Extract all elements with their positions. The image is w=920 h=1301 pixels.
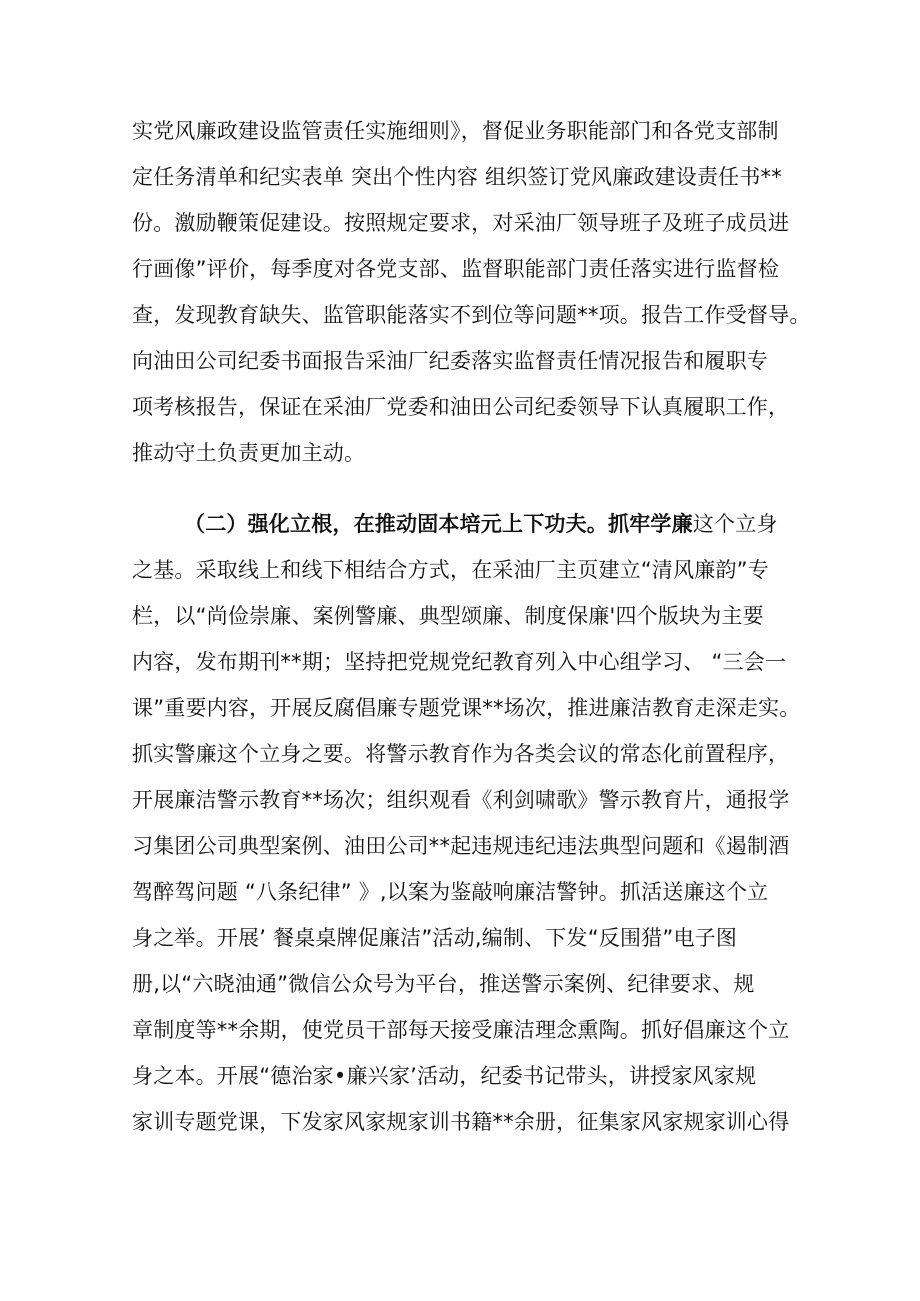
paragraph-1-line-7: 项考核报告，保证在采油厂党委和油田公司纪委领导下认真履职工作， [132,395,790,419]
paragraph-1-line-8: 推动守土负责更加主动。 [132,441,366,465]
paragraph-2-line-6: 抓实警廉这个立身之要。将警示教育作为各类会议的常态化前置程序， [132,742,790,766]
paragraph-2-line-13: 身之本。开展“德治家•廉兴家’活动，纪委书记带头，讲授家风家规 [132,1064,757,1088]
paragraph-2-line-11: 册,以“六晓油通”微信公众号为平台，推送警示案例、纪律要求、规 [132,972,755,996]
paragraph-2-line-1-rest: 这个立身 [692,512,778,536]
paragraph-2-line-7: 开展廉洁警示教育**场次；组织观看《利剑啸歌》警示教育片，通报学 [132,788,790,812]
paragraph-2-line-14: 家训专题党课，下发家风家规家训书籍**余册，征集家风家规家训心得 [132,1110,790,1134]
paragraph-1-line-2: 定任务清单和纪实表单 突出个性内容 组织签订党风廉政建设责任书** [132,165,782,189]
paragraph-2-line-4: 内容，发布期刊**期；坚持把党规党纪教育列入中心组学习、 “三会一 [132,650,787,674]
section-heading: （二）强化立根，在推动固本培元上下功夫。抓牢学廉 [184,512,693,536]
paragraph-2-line-1 [184,506,832,542]
paragraph-2-line-10: 身之举。开展’ 餐桌桌牌促廉洁”活动,编制、下发“反围猎”电子图 [132,926,738,950]
paragraph-2-line-12: 章制度等**余期，使党员干部每天接受廉洁理念熏陶。抓好倡廉这个立 [132,1018,790,1042]
paragraph-2-line-8: 习集团公司典型案例、油田公司**起违规违纪违法典型问题和《遏制酒 [132,834,790,858]
paragraph-1-line-5: 查，发现教育缺失、监管职能落实不到位等问题**项。报告工作受督导。 [132,303,811,327]
paragraph-1-line-6: 向油田公司纪委书面报告采油厂纪委落实监督责任情况报告和履职专 [132,349,768,373]
paragraph-2-line-2: 之基。采取线上和线下相结合方式，在采油厂主页建立“清风廉韵”专 [132,558,769,582]
paragraph-2-line-3: 栏，以“尚俭崇廉、案例警廉、典型颂廉、制度保廉'四个版块为主要 [132,604,764,628]
paragraph-2-line-9: 驾醉驾问题 “八条纪律” 》,以案为鉴敲响廉洁警钟。抓活送廉这个立 [132,880,769,904]
paragraph-1-line-1: 实党风廉政建设监管责任实施细则》，督促业务职能部门和各党支部制 [132,119,779,143]
paragraph-2-line-5: 课”重要内容，开展反腐倡廉专题党课**场次，推进廉洁教育走深走实。 [132,696,801,720]
paragraph-1-line-3: 份。激励鞭策促建设。按照规定要求，对采油厂领导班子及班子成员进 [132,211,790,235]
paragraph-1-line-4: 行画像”评价，每季度对各党支部、监督职能部门责任落实进行监督检 [132,257,780,281]
